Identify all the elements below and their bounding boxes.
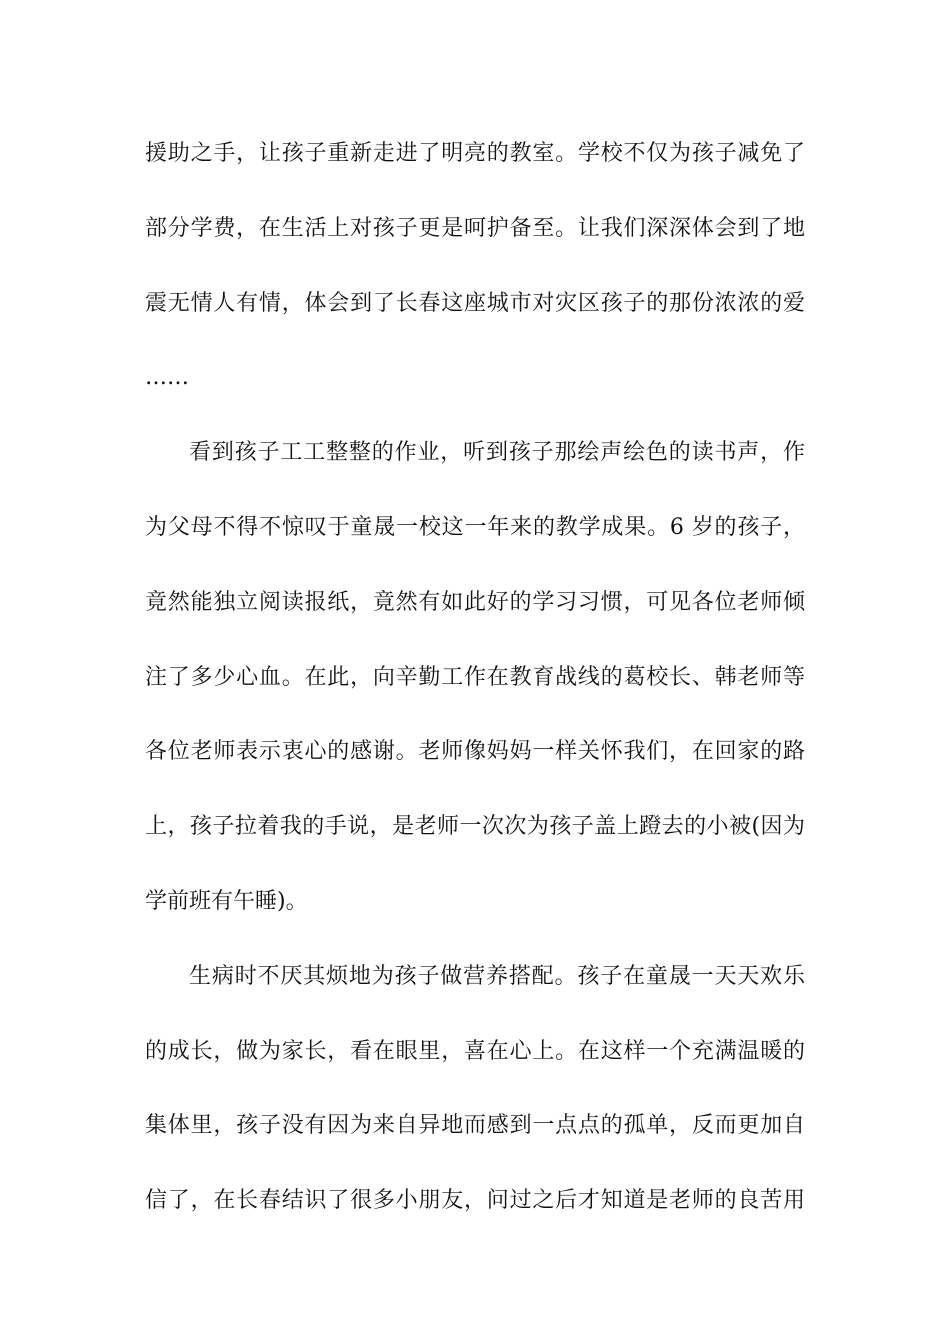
body-text: [145, 126, 805, 1248]
text-line: 的成长，做为家长，看在眼里，喜在心上。在这样一个充满温暖的: [145, 1038, 805, 1064]
paragraph-first-line: 生病时不厌其烦地为孩子做营养搭配。孩子在童晟一天天欢乐: [189, 963, 805, 989]
text-line: 援助之手，让孩子重新走进了明亮的教室。学校不仅为孩子减免了: [145, 141, 805, 166]
text-line: 信了，在长春结识了很多小朋友，问过之后才知道是老师的良苦用: [145, 1188, 805, 1214]
text-line: 上，孩子拉着我的手说，是老师一次次为孩子盖上蹬去的小被(因为: [145, 814, 805, 840]
paragraph-first-line: 看到孩子工工整整的作业，听到孩子那绘声绘色的读书声，作: [189, 440, 805, 466]
text-line: 震无情人有情，体会到了长春这座城市对灾区孩子的那份浓浓的爱: [145, 290, 805, 316]
text-line: 学前班有午睡)。: [145, 888, 308, 914]
text-line: 集体里，孩子没有因为来自异地而感到一点点的孤单，反而更加自: [145, 1113, 805, 1139]
text-line: 竟然能独立阅读报纸，竟然有如此好的学习习惯，可见各位老师倾: [145, 589, 805, 615]
text-line: 为父母不得不惊叹于童晟一校这一年来的教学成果。6 岁的孩子，: [145, 514, 805, 540]
text-line: 部分学费，在生活上对孩子更是呵护备至。让我们深深体会到了地: [145, 215, 805, 241]
text-line: 注了多少心血。在此，向辛勤工作在教育战线的葛校长、韩老师等: [145, 664, 805, 690]
text-line: 各位老师表示衷心的感谢。老师像妈妈一样关怀我们，在回家的路: [145, 739, 805, 765]
text-line: ……: [145, 365, 189, 391]
